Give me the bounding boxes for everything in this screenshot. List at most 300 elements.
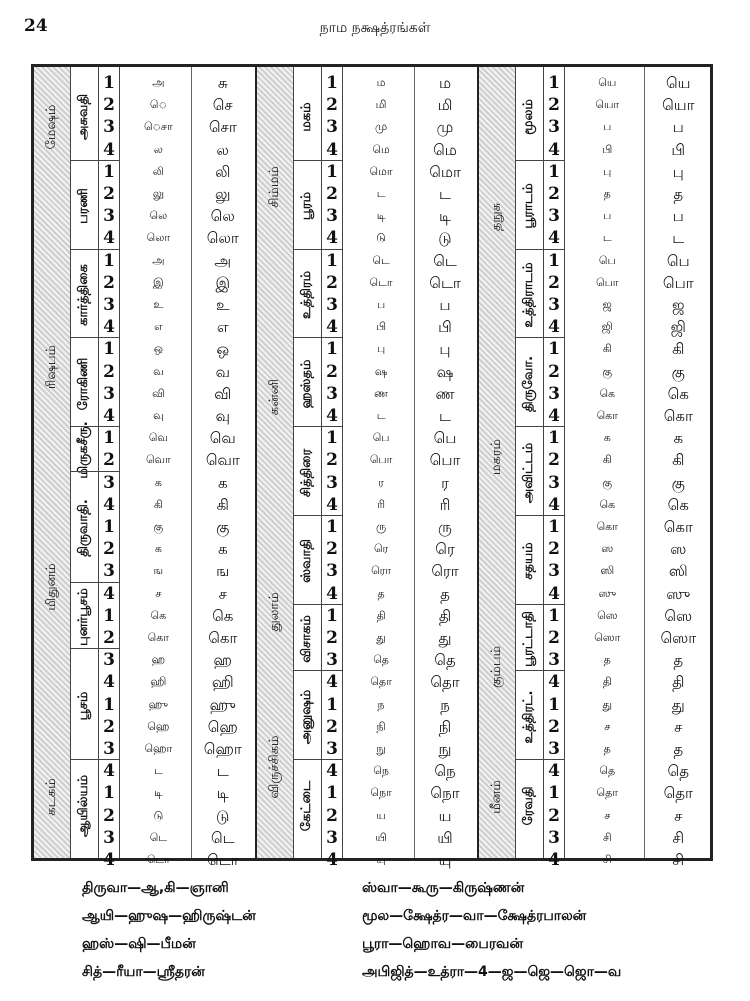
syllable-devanagari: பு (603, 164, 612, 178)
syllable-devanagari: கொ (596, 409, 618, 422)
syllable-tamil: ஹொ (203, 740, 242, 758)
syllable-tamil: கு (216, 518, 230, 536)
syllable-devanagari: நு (376, 742, 386, 755)
syllable-tamil: க (217, 540, 228, 559)
syllable-devanagari: ஹு (148, 697, 168, 711)
syllable-tamil: பொ (429, 451, 461, 470)
syllable-devanagari: யெ (598, 76, 617, 89)
syllable-tamil: தொ (663, 784, 693, 803)
nakshatra-label: கார்த்திகை (76, 264, 91, 326)
pada-number: 3 (326, 117, 338, 138)
syllable-tamil: ப (672, 118, 684, 137)
pada-number: 1 (548, 605, 560, 626)
pada-number: 3 (326, 739, 338, 759)
pada-number: 4 (326, 672, 338, 693)
syllable-devanagari: வெ (148, 431, 168, 445)
pada-number: 3 (548, 739, 560, 759)
pada-number: 4 (326, 850, 338, 870)
pada-number: 2 (548, 805, 560, 826)
syllable-devanagari: யொ (595, 98, 620, 112)
syllable-devanagari: டொ (146, 853, 170, 866)
pada-number: 3 (548, 650, 560, 671)
syllable-devanagari: தெ (373, 653, 389, 667)
pada-number: 4 (103, 139, 115, 160)
footer-line-8: அபிஜித்—உத்ரா—4—ஜ—ஜெ—ஜொ—வ (362, 964, 622, 980)
pada-number: 1 (103, 783, 115, 804)
syllable-devanagari: வு (153, 409, 164, 422)
syllable-tamil: ர (441, 473, 449, 492)
pada-number: 4 (103, 761, 115, 782)
syllable-tamil: ப (672, 207, 684, 226)
syllable-tamil: வ (215, 362, 230, 381)
syllable-tamil: ச (674, 717, 683, 736)
syllable-devanagari: ட (376, 187, 386, 200)
syllable-devanagari: லி (152, 164, 164, 178)
rasi-label: சிம்மம் (267, 166, 282, 208)
syllable-devanagari: யு (376, 853, 386, 866)
syllable-devanagari: ஹொ (144, 742, 173, 755)
footer-line-3: ஹஸ்—ஷி—பீமன் (82, 936, 196, 952)
syllable-devanagari: இ (153, 275, 164, 289)
pada-number: 3 (326, 383, 338, 404)
pada-number: 2 (103, 628, 115, 648)
pada-number: 1 (548, 694, 560, 715)
syllable-tamil: ம (438, 74, 452, 92)
syllable-tamil: து (671, 695, 685, 714)
syllable-devanagari: வொ (145, 453, 171, 467)
syllable-devanagari: த (377, 586, 385, 600)
syllable-tamil: து (438, 629, 452, 647)
pada-number: 3 (548, 472, 560, 493)
pada-number: 1 (548, 161, 560, 182)
syllable-devanagari: ஒ (153, 342, 163, 356)
pada-number: 3 (103, 561, 115, 582)
syllable-tamil: தி (672, 673, 685, 692)
syllable-tamil: டு (438, 229, 452, 248)
syllable-tamil: சு (217, 74, 228, 92)
nakshatra-label: அனுஷம் (299, 689, 314, 745)
syllable-devanagari: மி (375, 98, 387, 112)
syllable-devanagari: ல (153, 142, 163, 156)
syllable-tamil: டு (216, 806, 230, 825)
pada-number: 2 (548, 628, 560, 648)
pada-number: 3 (103, 472, 115, 493)
syllable-tamil: கி (672, 451, 685, 470)
syllable-devanagari: ெ (149, 98, 167, 112)
pada-number: 2 (326, 361, 338, 382)
syllable-tamil: ட (439, 407, 451, 425)
syllable-tamil: ஸு (666, 584, 691, 603)
rasi-label: மகரம் (489, 439, 504, 475)
table-panel-3 (479, 67, 716, 870)
syllable-devanagari: ஜ (602, 298, 612, 311)
pada-number: 2 (326, 539, 338, 560)
pada-number: 2 (326, 95, 338, 116)
syllable-devanagari: ஷ (374, 364, 388, 378)
syllable-tamil: பொ (662, 273, 694, 292)
syllable-devanagari: லொ (146, 231, 171, 245)
syllable-tamil: ரு (438, 518, 452, 536)
column-divider (644, 67, 645, 858)
pada-number: 2 (103, 95, 115, 116)
nakshatra-label: விசாகம் (299, 615, 314, 663)
pada-number: 2 (103, 450, 115, 471)
pada-number: 2 (103, 184, 115, 204)
pada-number: 1 (103, 694, 115, 715)
pada-number: 3 (326, 206, 338, 227)
nakshatra-label: அசுவதி (76, 94, 91, 141)
syllable-devanagari: மொ (369, 164, 393, 178)
rasi-label: மேஷம் (44, 104, 59, 150)
pada-number: 1 (103, 73, 115, 93)
syllable-devanagari: சி (602, 830, 612, 844)
pada-number: 1 (326, 517, 338, 537)
syllable-tamil: பு (439, 340, 451, 359)
syllable-tamil: சொ (208, 118, 237, 137)
syllable-devanagari: பொ (369, 453, 393, 467)
pada-number: 4 (103, 317, 115, 338)
pada-number: 1 (548, 73, 560, 93)
pada-number: 1 (103, 339, 115, 360)
pada-number: 4 (548, 672, 560, 693)
syllable-devanagari: ச (604, 808, 611, 822)
syllable-devanagari: பு (376, 342, 386, 356)
pada-number: 2 (548, 450, 560, 471)
syllable-tamil: கெ (212, 606, 234, 625)
table-panel-2 (257, 67, 479, 870)
rasi-label: மீனம் (489, 780, 504, 814)
syllable-devanagari: வி (152, 386, 165, 400)
table-panel-1 (34, 67, 257, 870)
nakshatra-label: பூராடம் (521, 183, 536, 229)
footer-line-2: ஆயி—ஹுஷ—ஹிருஷ்டன் (82, 908, 256, 924)
syllable-tamil: லி (215, 162, 231, 181)
rasi-label: துலாம் (267, 592, 282, 632)
pada-number: 3 (548, 117, 560, 138)
syllable-tamil: த (440, 584, 450, 603)
syllable-devanagari: சி (602, 853, 612, 866)
pada-number: 1 (103, 605, 115, 626)
syllable-tamil: டெ (210, 828, 235, 847)
pada-number: 4 (326, 139, 338, 160)
pada-number: 4 (548, 406, 560, 426)
pada-number: 1 (326, 694, 338, 715)
syllable-devanagari: டெ (372, 253, 390, 267)
syllable-devanagari: கி (602, 342, 612, 356)
pada-number: 2 (548, 716, 560, 737)
syllable-devanagari: தொ (370, 675, 392, 689)
footer-line-4: சித்—ரீயா—ஸ்ரீதரன் (82, 964, 205, 980)
column-divider (191, 67, 192, 858)
syllable-tamil: தொ (430, 673, 460, 692)
syllable-devanagari: உ (153, 298, 164, 311)
nakshatra-label: உத்திரம் (299, 270, 314, 320)
pada-number: 3 (326, 561, 338, 582)
pada-number: 2 (548, 184, 560, 204)
syllable-tamil: நொ (430, 784, 460, 803)
pada-number: 1 (326, 161, 338, 182)
syllable-devanagari: ஸு (598, 586, 617, 600)
syllable-devanagari: ஸெ (597, 608, 618, 622)
syllable-devanagari: து (376, 631, 386, 644)
syllable-tamil: யி (437, 828, 453, 847)
syllable-tamil: நெ (434, 762, 456, 781)
pada-number: 1 (103, 428, 115, 449)
nakshatra-label: பூசம் (76, 691, 91, 721)
syllable-tamil: வி (214, 384, 232, 403)
pada-number: 4 (326, 228, 338, 249)
syllable-tamil: பி (671, 140, 686, 159)
syllable-devanagari: லெ (149, 209, 168, 223)
syllable-devanagari: கெ (150, 608, 167, 622)
syllable-tamil: நி (438, 717, 452, 736)
syllable-devanagari: ட (602, 231, 612, 245)
nakshatra-label: அவிட்டம் (521, 442, 536, 503)
syllable-tamil: மொ (429, 162, 461, 181)
syllable-tamil: ஒ (216, 340, 230, 359)
syllable-tamil: வெ (209, 429, 236, 448)
syllable-tamil: பு (672, 162, 684, 181)
syllable-tamil: யு (438, 851, 452, 869)
syllable-tamil: கி (672, 340, 685, 359)
syllable-devanagari: டெ (149, 830, 168, 844)
syllable-devanagari: கி (153, 497, 163, 511)
syllable-devanagari: நொ (370, 786, 392, 800)
syllable-tamil: த (673, 740, 684, 758)
syllable-tamil: டி (216, 784, 229, 803)
syllable-devanagari: ஜி (601, 320, 613, 334)
footer-line-6: மூல—க்ஷேத்ர—வா—க்ஷேத்ரபாலன் (362, 908, 587, 924)
syllable-devanagari: தெ (599, 764, 616, 778)
syllable-tamil: ஸெ (664, 606, 693, 625)
nakshatra-label: ஸ்வாதி (299, 539, 314, 584)
syllable-devanagari: ப (376, 298, 386, 311)
pada-number: 3 (326, 827, 338, 848)
syllable-devanagari: தி (602, 675, 612, 689)
syllable-devanagari: எ (154, 320, 163, 334)
syllable-devanagari: ங (153, 564, 164, 578)
syllable-devanagari: க (603, 431, 611, 445)
syllable-tamil: உ (215, 296, 230, 314)
rasi-label: கடகம் (44, 778, 59, 816)
syllable-devanagari: த (603, 653, 611, 667)
syllable-tamil: ங (216, 562, 230, 581)
syllable-devanagari: பெ (598, 253, 616, 267)
pada-number: 4 (548, 583, 560, 604)
footer-line-7: பூரா—ஹொவ—பைரவன் (362, 936, 524, 952)
syllable-tamil: செ (212, 96, 233, 115)
pada-number: 2 (548, 361, 560, 382)
syllable-tamil: டொ (429, 273, 461, 292)
syllable-tamil: ச (674, 806, 683, 825)
syllable-tamil: ண (435, 384, 455, 403)
syllable-tamil: கு (671, 362, 685, 381)
syllable-tamil: தி (438, 606, 452, 625)
syllable-tamil: ரி (439, 495, 451, 514)
pada-number: 4 (548, 761, 560, 782)
nakshatra-label: திருவாதி. (76, 499, 91, 557)
nakshatra-label: பூரட்டாதி (521, 611, 536, 668)
syllable-tamil: டி (439, 207, 451, 226)
syllable-tamil: ரெ (435, 540, 455, 559)
pada-number: 1 (326, 783, 338, 804)
rasi-label: ரிஷபம் (44, 344, 59, 390)
pada-number: 4 (548, 228, 560, 249)
syllable-tamil: பி (438, 318, 452, 337)
syllable-tamil: சி (672, 828, 685, 847)
pada-number: 3 (103, 295, 115, 315)
syllable-devanagari: கு (602, 364, 613, 378)
nakshatra-label: புனர்பூசம் (76, 588, 91, 646)
syllable-tamil: க (673, 429, 684, 448)
syllable-tamil: மி (437, 96, 453, 115)
syllable-devanagari: ய (376, 808, 386, 822)
syllable-tamil: ஹ (213, 651, 232, 670)
syllable-tamil: த (673, 185, 684, 203)
pada-number: 4 (103, 494, 115, 515)
nakshatra-label: பரணி (76, 188, 91, 225)
syllable-tamil: ட (216, 762, 229, 781)
syllable-devanagari: ந (377, 697, 385, 711)
pada-number: 2 (548, 539, 560, 560)
pada-number: 4 (326, 317, 338, 338)
pada-number: 2 (326, 628, 338, 648)
pada-number: 1 (103, 161, 115, 182)
pada-number: 3 (103, 383, 115, 404)
pada-number: 1 (548, 783, 560, 804)
pada-number: 4 (326, 494, 338, 515)
syllable-tamil: பெ (433, 429, 457, 448)
nakshatra-label: பூரம் (299, 192, 314, 221)
syllable-devanagari: க (154, 542, 162, 556)
syllable-tamil: ஜ (671, 296, 685, 314)
pada-number: 1 (326, 250, 338, 271)
nakshatra-label: மிருகசீரு. (76, 421, 91, 480)
pada-number: 2 (103, 361, 115, 382)
nakshatra-label: திருவோ. (521, 355, 536, 412)
syllable-tamil: கொ (663, 518, 693, 536)
rasi-label: கும்பம் (489, 645, 504, 689)
pada-number: 4 (103, 228, 115, 249)
syllable-tamil: ஷ (436, 362, 454, 381)
syllable-devanagari: ஹ (151, 653, 166, 667)
pada-number: 4 (548, 139, 560, 160)
syllable-devanagari: நி (376, 719, 386, 733)
syllable-tamil: லெ (210, 207, 235, 226)
rasi-label: மிதுனம் (44, 563, 59, 611)
syllable-tamil: லொ (206, 229, 239, 248)
rasi-label: விருச்சிகம் (267, 735, 282, 799)
syllable-devanagari: கி (602, 453, 612, 467)
pada-number: 2 (326, 805, 338, 826)
syllable-devanagari: ர (378, 475, 384, 489)
syllable-tamil: நு (438, 740, 452, 758)
syllable-devanagari: வ (153, 364, 164, 378)
syllable-tamil: அ (214, 251, 232, 270)
syllable-tamil: இ (215, 273, 231, 292)
pada-number: 2 (103, 272, 115, 293)
syllable-tamil: ட (439, 185, 451, 203)
pada-number: 2 (326, 184, 338, 204)
pada-number: 3 (548, 206, 560, 227)
nakshatra-table (31, 64, 713, 870)
syllable-tamil: கெ (667, 384, 689, 403)
syllable-devanagari: பெ (372, 431, 390, 445)
syllable-devanagari: டி (153, 786, 163, 800)
syllable-tamil: சி (672, 851, 685, 869)
syllable-devanagari: ம (376, 76, 386, 89)
syllable-devanagari: ப (603, 120, 612, 134)
syllable-devanagari: நெ (373, 764, 389, 778)
pada-number: 3 (326, 295, 338, 315)
syllable-tamil: ந (440, 695, 450, 714)
syllable-devanagari: கெ (599, 386, 616, 400)
syllable-tamil: ஸி (668, 562, 688, 581)
rasi-label: கன்னி (267, 378, 282, 416)
syllable-devanagari: ண (374, 386, 389, 400)
syllable-devanagari: ரெ (373, 542, 389, 556)
pada-number: 4 (326, 583, 338, 604)
page-header: நாம நக்ஷத்ரங்கள் (319, 20, 431, 36)
nakshatra-label: மூலம் (521, 99, 536, 136)
pada-number: 3 (548, 561, 560, 582)
syllable-devanagari: கொ (596, 520, 618, 533)
syllable-devanagari: ஸி (600, 564, 615, 578)
syllable-devanagari: யி (375, 830, 387, 844)
syllable-devanagari: க (154, 475, 162, 489)
pada-number: 1 (326, 428, 338, 449)
pada-number: 1 (548, 339, 560, 360)
pada-number: 2 (103, 716, 115, 737)
nakshatra-label: சித்திரை (299, 448, 314, 497)
syllable-devanagari: கு (602, 475, 613, 489)
pada-number: 4 (103, 583, 115, 604)
syllable-devanagari: மு (374, 120, 388, 134)
syllable-devanagari: ஸொ (594, 631, 621, 644)
pada-number: 2 (326, 716, 338, 737)
syllable-tamil: தெ (434, 651, 456, 670)
syllable-tamil: மு (436, 118, 454, 137)
syllable-devanagari: ச (155, 586, 162, 600)
syllable-devanagari: ெசா (143, 120, 173, 134)
syllable-tamil: ஸொ (660, 629, 697, 647)
syllable-tamil: தெ (667, 762, 689, 781)
syllable-tamil: ச (218, 584, 227, 603)
syllable-devanagari: ஹெ (147, 719, 170, 733)
syllable-tamil: மெ (433, 140, 457, 159)
syllable-tamil: டொ (207, 851, 239, 869)
nakshatra-label: ரோகிணி (76, 357, 91, 411)
pada-number: 3 (103, 206, 115, 227)
syllable-tamil: கெ (667, 495, 689, 514)
syllable-tamil: யொ (662, 96, 695, 115)
syllable-devanagari: பொ (596, 275, 619, 289)
nakshatra-label: ஆயில்யம் (76, 774, 91, 837)
syllable-tamil: ஹி (211, 673, 234, 692)
pada-number: 1 (103, 250, 115, 271)
nakshatra-label: மகம் (299, 102, 314, 133)
syllable-devanagari: ஸ (601, 542, 614, 556)
syllable-devanagari: த (603, 187, 611, 200)
pada-number: 3 (103, 117, 115, 138)
syllable-tamil: பெ (666, 251, 690, 270)
pada-number: 3 (548, 383, 560, 404)
syllable-tamil: டெ (433, 251, 457, 270)
syllable-devanagari: அ (152, 253, 165, 267)
pada-number: 2 (548, 272, 560, 293)
syllable-devanagari: தொ (596, 786, 619, 800)
syllable-tamil: க (217, 473, 228, 492)
